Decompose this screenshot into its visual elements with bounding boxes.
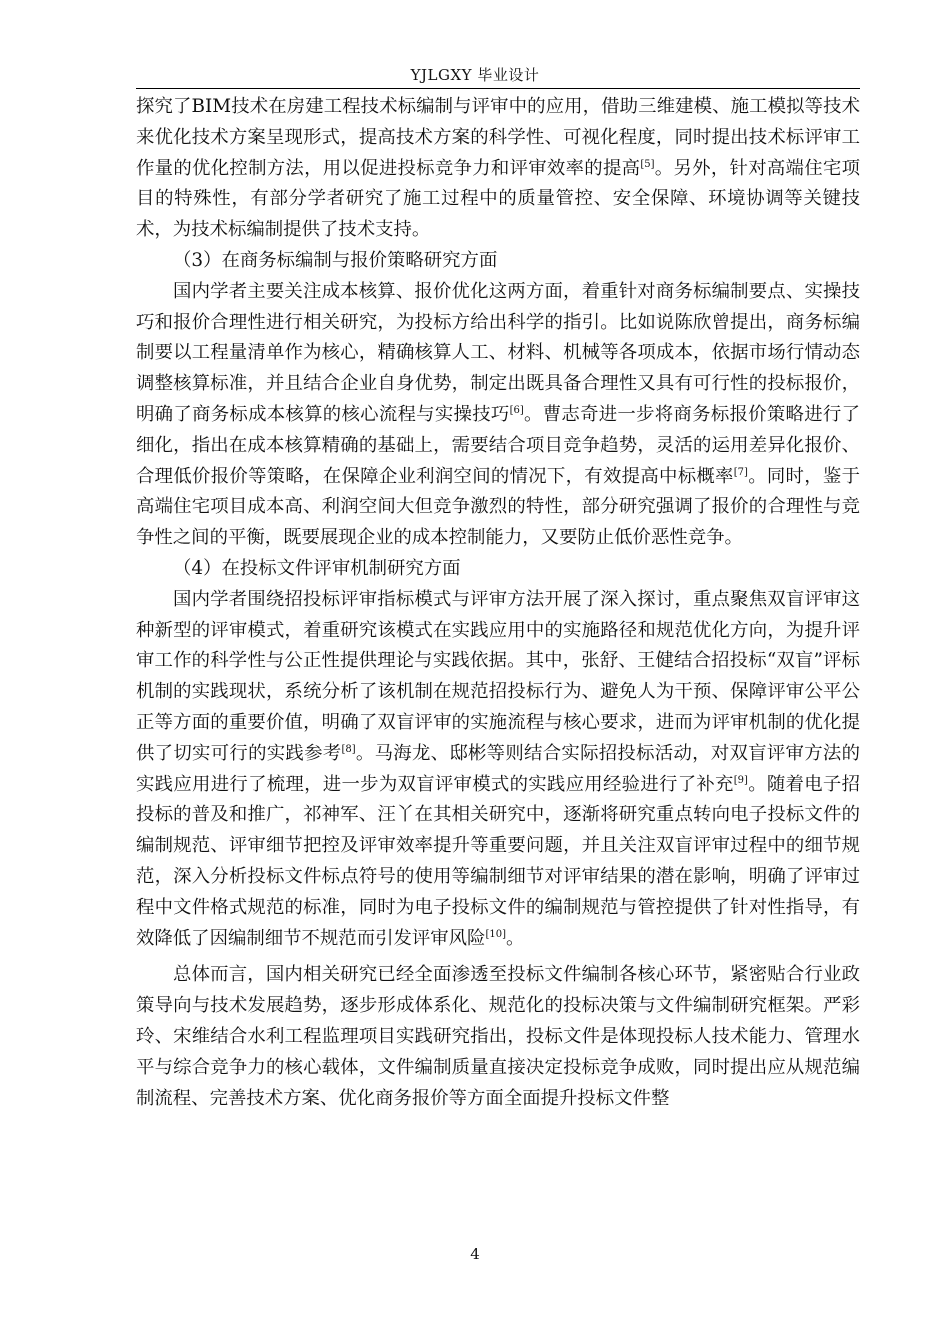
page-body [136, 92, 860, 1114]
section-heading-4: （4）在投标文件评审机制研究方面 [173, 557, 461, 579]
citation-ref: [8] [341, 743, 356, 755]
citation-ref: [7] [733, 466, 748, 478]
paragraph-bim: 探究了BIM技术在房建工程技术标编制与评审中的应用，借助三维建模、施工模拟等技术来优化技术方案呈现形式，提高技术方案的科学性、可视化程度，同时提出技术标评审工作量的优化控制方法，用以促进投标竞争力和评审效率的提高[5]。另外，针对高端住宅项目的特殊性，有部分学者研究了施工过程中的质量管控、安全保障、环境协调等关键技术，为技术标编制提供了技术支持。 [136, 96, 860, 241]
citation-ref: [5] [640, 158, 655, 170]
citation-ref: [10] [485, 928, 506, 940]
section-heading-3: （3）在商务标编制与报价策略研究方面 [173, 249, 498, 271]
page-number: 4 [470, 1245, 480, 1263]
paragraph-commercial-bid: 国内学者主要关注成本核算、报价优化这两方面，着重针对商务标编制要点、实操技巧和报价合理性进行相关研究，为投标方给出科学的指引。比如说陈欣曾提出，商务标编制要以工程量清单作为核心，精确核算人工、材料、机械等各项成本，依据市场行情动态调整核算标准，并且结合企业自身优势，制定出既具备合理性又具有可行性的投标报价，明确了商务标成本核算的核心流程与实操技巧[6]。曹志奇进一步将商务标报价策略进行了细化，指出在成本核算精确的基础上，需要结合项目竞争趋势，灵活的运用差异化报价、合理低价报价等策略，在保障企业利润空间的情况下，有效提高中标概率[7]。同时，鉴于高端住宅项目成本高、利润空间大但竞争激烈的特性，部分研究强调了报价的合理性与竞争性之间的平衡，既要展现企业的成本控制能力，又要防止低价恶性竞争。 [136, 280, 860, 549]
header-rule [136, 88, 860, 89]
citation-ref: [9] [733, 774, 748, 786]
paragraph-summary: 总体而言，国内相关研究已经全面渗透至投标文件编制各核心环节，紧密贴合行业政策导向与技术发展趋势，逐步形成体系化、规范化的投标决策与文件编制研究框架。严彩玲、宋维结合水利工程监理项目实践研究指出，投标文件是体现投标人技术能力、管理水平与综合竞争力的核心载体，文件编制质量直接决定投标竞争成败，同时提出应从规范编制流程、完善技术方案、优化商务报价等方面全面提升投标文件整 [136, 964, 860, 1109]
citation-ref: [6] [509, 404, 524, 416]
running-header: YJLGXY 毕业设计 [410, 66, 540, 84]
paragraph-review-mechanism: 国内学者围绕招投标评审指标模式与评审方法开展了深入探讨，重点聚焦双盲评审这种新型的评审模式，着重研究该模式在实践应用中的实施路径和规范优化方向，为提升评审工作的科学性与公正性提供理论与实践依据。其中，张舒、王健结合招投标“双盲”评标机制的实践现状，系统分析了该机制在规范招投标行为、避免人为干预、保障评审公平公正等方面的重要价值，明确了双盲评审的实施流程与核心要求，进而为评审机制的优化提供了切实可行的实践参考[8]。马海龙、邸彬等则结合实际招投标活动，对双盲评审方法的实践应用进行了梳理，进一步为双盲评审模式的实践应用经验进行了补充[9]。随着电子招投标的普及和推广，祁神军、汪丫在其相关研究中，逐渐将研究重点转向电子投标文件的编制规范、评审细节把控及评审效率提升等重要问题，并且关注双盲评审过程中的细节规范，深入分析投标文件标点符号的使用等编制细节对评审结果的潜在影响，明确了评审过程中文件格式规范的标准，同时为电子投标文件的编制规范与管控提供了针对性指导，有效降低了因编制细节不规范而引发评审风险[10]。 [136, 588, 860, 949]
